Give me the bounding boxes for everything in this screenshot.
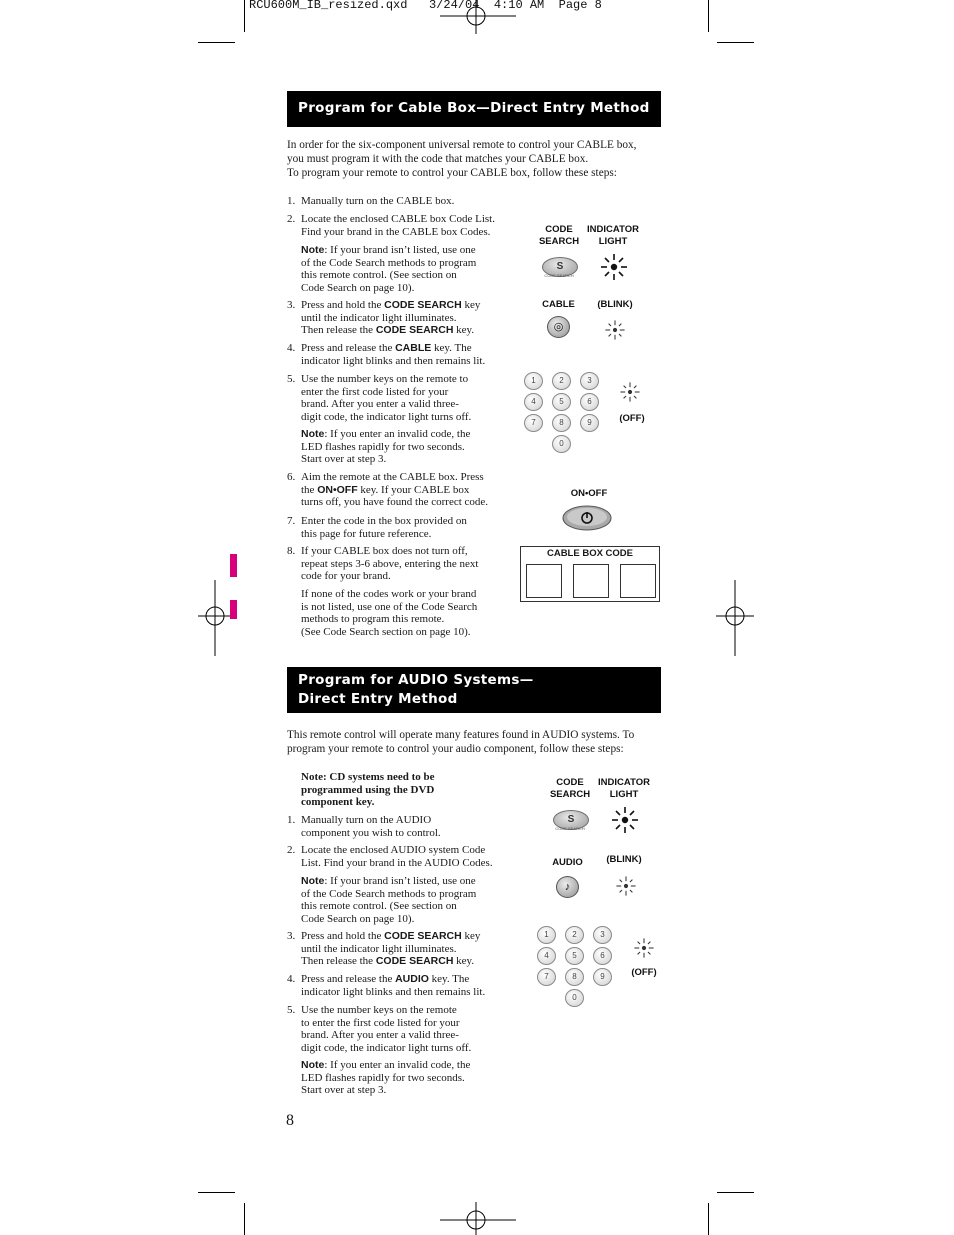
note-line: : If your brand isn’t listed, use one xyxy=(324,875,476,887)
off-label: (OFF) xyxy=(631,967,657,978)
cable-step-8-extra xyxy=(301,588,501,638)
indicator-light-off-icon xyxy=(632,936,656,960)
number-key-4: 4 xyxy=(537,947,556,965)
audio-step-1 xyxy=(287,814,499,839)
color-bar xyxy=(230,600,237,619)
key-sublabel: CODE SEARCH xyxy=(544,273,574,278)
number-key-1: 1 xyxy=(537,926,556,944)
number-key-8: 8 xyxy=(552,414,571,432)
audio-key-icon: ♪ xyxy=(556,876,579,898)
cable-step-1 xyxy=(287,195,499,208)
note-line: Code Search on page 10). xyxy=(301,912,415,925)
code-box-title: CABLE BOX CODE xyxy=(546,548,634,559)
step-number: 7. xyxy=(287,515,296,527)
cable-key-icon: ◎ xyxy=(547,316,570,338)
crop-mark xyxy=(708,0,709,32)
audio-heading-line: Direct Entry Method xyxy=(298,691,458,707)
label-line: INDICATOR xyxy=(587,224,639,235)
key-glyph: S xyxy=(556,261,564,272)
intro-line: program your remote to control your audio component, follow these steps: xyxy=(287,743,624,755)
note-line: LED flashes rapidly for two seconds. xyxy=(301,440,465,453)
audio-step-4 xyxy=(287,973,499,998)
color-bar xyxy=(230,554,237,577)
step-text: Then release the xyxy=(301,955,376,968)
crop-mark xyxy=(244,0,245,32)
number-keypad xyxy=(522,372,612,457)
note-line: component key. xyxy=(301,796,375,809)
cable-step-2 xyxy=(287,213,499,238)
step-text: key xyxy=(461,299,481,311)
crop-mark xyxy=(244,1203,245,1235)
step-line: Find your brand in the CABLE box Codes. xyxy=(301,225,491,238)
note-label: Note xyxy=(301,1059,325,1071)
intro-line: you must program it with the code that matches your CABLE box. xyxy=(287,153,589,165)
note-line: is not listed, use one of the Code Search xyxy=(301,600,478,613)
step-number: 3. xyxy=(287,299,296,311)
step-line: digit code, the indicator light turns off. xyxy=(301,410,472,423)
cable-step-6 xyxy=(287,471,499,509)
cable-step-3 xyxy=(287,299,499,337)
number-key-9: 9 xyxy=(593,968,612,986)
step-line: brand. After you enter a valid three- xyxy=(301,398,459,411)
cable-section-heading xyxy=(287,91,661,127)
step-text: key xyxy=(461,930,481,942)
cable-step-2-note xyxy=(301,244,501,294)
note-line: methods to program this remote. xyxy=(301,613,445,626)
crop-mark xyxy=(198,42,235,43)
step-number: 5. xyxy=(287,1004,296,1016)
step-number: 6. xyxy=(287,471,296,483)
note-line: : If you enter an invalid code, the xyxy=(324,1059,471,1071)
note-line: : If your brand isn’t listed, use one xyxy=(324,244,476,256)
step-line: Manually turn on the CABLE box. xyxy=(301,195,455,207)
cable-step-8 xyxy=(287,545,499,583)
step-text: key. xyxy=(453,955,475,968)
audio-heading-line: Program for AUDIO Systems— xyxy=(298,672,534,688)
step-number: 4. xyxy=(287,342,296,354)
intro-line: In order for the six-component universal remote to control your CABLE box, xyxy=(287,139,637,151)
indicator-light-off-icon xyxy=(618,380,642,404)
note-label: Note xyxy=(301,875,325,887)
crop-mark xyxy=(717,1192,754,1193)
number-key-0: 0 xyxy=(552,435,571,453)
note-line: this remote control. (See section on xyxy=(301,900,457,913)
number-key-7: 7 xyxy=(524,414,543,432)
cable-step-5 xyxy=(287,373,499,423)
step-text: Press and hold the xyxy=(301,299,385,311)
label-line: CODE xyxy=(545,224,573,235)
step-line: Locate the enclosed AUDIO system Code xyxy=(301,844,486,856)
step-line: Use the number keys on the remote xyxy=(301,1004,457,1016)
step-number: 1. xyxy=(287,814,296,826)
number-keypad xyxy=(535,926,625,1011)
crop-mark xyxy=(198,1192,235,1193)
step-text: the xyxy=(301,483,318,496)
audio-step-5-note xyxy=(301,1059,501,1097)
audio-step-2-note xyxy=(301,875,501,925)
page-number: 8 xyxy=(286,1112,294,1129)
step-number: 4. xyxy=(287,973,296,985)
key-name: ON•OFF xyxy=(317,483,358,496)
step-line: digit code, the indicator light turns off. xyxy=(301,1041,472,1054)
step-number: 5. xyxy=(287,373,296,385)
note-line: Note: CD systems need to be xyxy=(301,771,435,783)
number-key-6: 6 xyxy=(580,393,599,411)
cable-key-label: CABLE xyxy=(542,299,575,310)
note-line: of the Code Search methods to program xyxy=(301,256,477,269)
number-key-3: 3 xyxy=(580,372,599,390)
label-line: SEARCH xyxy=(538,236,580,247)
key-glyph: S xyxy=(567,814,575,825)
intro-line: To program your remote to control your CABLE box, follow these steps: xyxy=(287,167,617,179)
key-name: CODE SEARCH xyxy=(384,930,462,942)
step-line: code for your brand. xyxy=(301,570,391,583)
registration-mark-bottom xyxy=(440,1202,516,1235)
power-key-icon xyxy=(561,504,613,532)
indicator-light-blink-icon xyxy=(603,318,627,342)
number-key-5: 5 xyxy=(552,393,571,411)
step-line: enter the first code listed for your xyxy=(301,385,449,398)
number-key-2: 2 xyxy=(552,372,571,390)
note-line: LED flashes rapidly for two seconds. xyxy=(301,1071,465,1084)
step-text: Press and release the xyxy=(301,342,396,354)
step-line: repeat steps 3-6 above, entering the next xyxy=(301,557,479,570)
number-key-2: 2 xyxy=(565,926,584,944)
step-line: until the indicator light illuminates. xyxy=(301,311,457,324)
step-line: If your CABLE box does not turn off, xyxy=(301,545,468,557)
step-text: key. xyxy=(453,324,475,337)
note-line: Code Search on page 10). xyxy=(301,281,415,294)
indicator-light-label xyxy=(591,777,657,801)
label-line: LIGHT xyxy=(609,789,639,800)
indicator-light-label xyxy=(580,224,646,248)
note-line: If none of the codes work or your brand xyxy=(301,588,477,600)
audio-key-label: AUDIO xyxy=(552,857,583,868)
step-text: key. If your CABLE box xyxy=(357,483,470,496)
step-line: indicator light blinks and then remains lit. xyxy=(301,354,486,367)
audio-section-heading xyxy=(287,667,661,713)
key-name: CODE SEARCH xyxy=(375,955,454,968)
step-line: Locate the enclosed CABLE box Code List. xyxy=(301,213,495,225)
step-line: Enter the code in the box provided on xyxy=(301,515,467,527)
label-line: CODE xyxy=(556,777,584,788)
number-key-9: 9 xyxy=(580,414,599,432)
step-line: List. Find your brand in the AUDIO Codes. xyxy=(301,856,493,869)
step-line: until the indicator light illuminates. xyxy=(301,942,457,955)
registration-mark-right xyxy=(716,580,754,656)
blink-label: (BLINK) xyxy=(606,854,642,865)
label-line: INDICATOR xyxy=(598,777,650,788)
cable-heading-text: Program for Cable Box—Direct Entry Method xyxy=(298,100,650,116)
intro-line: This remote control will operate many features found in AUDIO systems. To xyxy=(287,729,635,741)
number-key-7: 7 xyxy=(537,968,556,986)
code-digit-box[interactable] xyxy=(620,564,656,598)
number-key-1: 1 xyxy=(524,372,543,390)
indicator-light-blink-icon xyxy=(614,874,638,898)
step-line: to enter the first code listed for your xyxy=(301,1016,460,1029)
note-line: of the Code Search methods to program xyxy=(301,887,477,900)
cable-step-7 xyxy=(287,515,499,540)
code-digit-box[interactable] xyxy=(573,564,609,598)
label-line: LIGHT xyxy=(598,236,628,247)
number-key-0: 0 xyxy=(565,989,584,1007)
blink-label: (BLINK) xyxy=(597,299,633,310)
step-line: Use the number keys on the remote to xyxy=(301,373,469,385)
number-key-8: 8 xyxy=(565,968,584,986)
note-label: Note xyxy=(301,428,325,440)
indicator-light-on-icon xyxy=(610,805,640,835)
note-line: this remote control. (See section on xyxy=(301,269,457,282)
key-name: AUDIO xyxy=(395,973,429,985)
number-key-6: 6 xyxy=(593,947,612,965)
code-digit-box[interactable] xyxy=(526,564,562,598)
key-name: CODE SEARCH xyxy=(384,299,462,311)
cable-box-code-panel xyxy=(520,546,660,602)
step-text: Press and release the xyxy=(301,973,396,985)
registration-mark-left xyxy=(198,580,234,656)
file-slug: RCU600M_IB_resized.qxd 3/24/04 4:10 AM Page 8 xyxy=(249,0,602,12)
step-text: Then release the xyxy=(301,324,376,337)
cable-step-4 xyxy=(287,342,499,367)
step-line: component you wish to control. xyxy=(301,826,441,839)
cable-intro xyxy=(287,138,667,180)
note-line: : If you enter an invalid code, the xyxy=(324,428,471,440)
audio-step-2 xyxy=(287,844,499,869)
step-number: 2. xyxy=(287,213,296,225)
label-line: SEARCH xyxy=(549,789,591,800)
key-name: CABLE xyxy=(395,342,432,354)
step-text: Press and hold the xyxy=(301,930,385,942)
audio-pre-note xyxy=(301,771,501,809)
indicator-light-on-icon xyxy=(599,252,629,282)
cable-step-5-note xyxy=(301,428,501,466)
crop-mark xyxy=(708,1203,709,1235)
step-line: Aim the remote at the CABLE box. Press xyxy=(301,471,484,483)
key-sublabel: CODE SEARCH xyxy=(555,826,585,831)
step-line: Manually turn on the AUDIO xyxy=(301,814,432,826)
step-line: this page for future reference. xyxy=(301,527,432,540)
step-line: turns off, you have found the correct code. xyxy=(301,496,489,509)
note-line: (See Code Search section on page 10). xyxy=(301,625,471,638)
step-number: 8. xyxy=(287,545,296,557)
step-text: key. The xyxy=(428,973,470,985)
audio-step-5 xyxy=(287,1004,499,1054)
step-number: 2. xyxy=(287,844,296,856)
number-key-3: 3 xyxy=(593,926,612,944)
crop-mark xyxy=(717,42,754,43)
audio-step-3 xyxy=(287,930,499,968)
step-text: key. The xyxy=(431,342,472,354)
number-key-5: 5 xyxy=(565,947,584,965)
step-line: indicator light blinks and then remains lit. xyxy=(301,985,486,998)
note-line: Start over at step 3. xyxy=(301,453,387,466)
key-name: CODE SEARCH xyxy=(375,324,454,337)
step-number: 3. xyxy=(287,930,296,942)
step-line: brand. After you enter a valid three- xyxy=(301,1029,459,1042)
number-key-4: 4 xyxy=(524,393,543,411)
audio-intro xyxy=(287,728,667,756)
note-line: programmed using the DVD xyxy=(301,783,435,796)
off-label: (OFF) xyxy=(619,413,645,424)
onoff-label: ON•OFF xyxy=(570,488,608,499)
step-number: 1. xyxy=(287,195,296,207)
note-label: Note xyxy=(301,244,325,256)
note-line: Start over at step 3. xyxy=(301,1084,387,1097)
